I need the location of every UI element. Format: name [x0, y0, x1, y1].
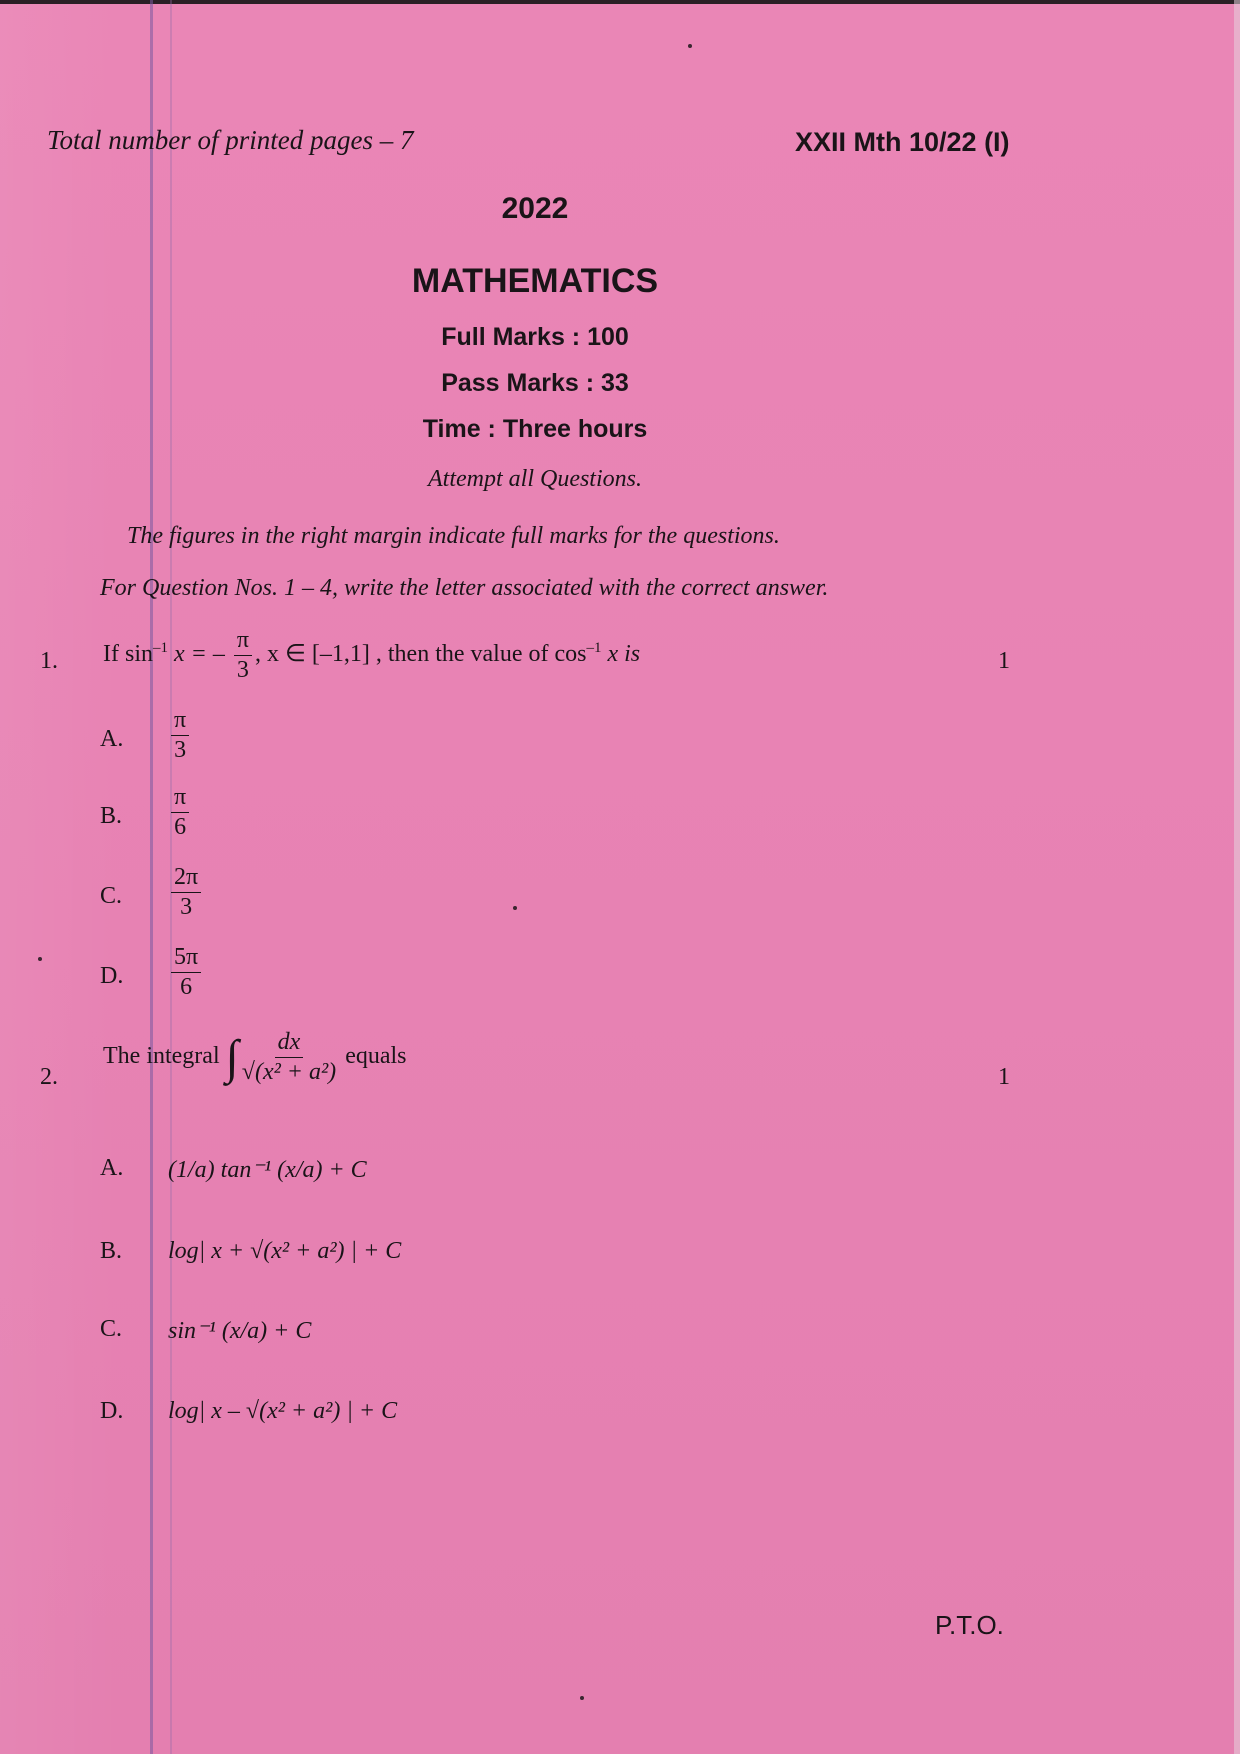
q1-text-mid: x = –: [174, 641, 225, 668]
option-label: A.: [100, 726, 124, 752]
instruction-line-1: The figures in the right margin indicate full marks for the questions.: [127, 523, 780, 549]
option-value: [168, 708, 192, 763]
question-number: 2.: [40, 1064, 58, 1090]
scan-speck: [38, 957, 42, 961]
option-num: 2π: [171, 865, 201, 893]
q2-fraction: [242, 1030, 336, 1085]
option-value: (1/a) tan⁻¹ (x/a) + C: [168, 1157, 367, 1183]
full-marks: Full Marks : 100: [441, 323, 629, 351]
option-value: sin⁻¹ (x/a) + C: [168, 1318, 312, 1344]
q2-text-pre: The integral: [103, 1043, 220, 1070]
option-num: π: [171, 785, 189, 813]
q1-text-pre: If sin: [103, 641, 153, 668]
q1-frac-num: π: [234, 628, 252, 656]
question-marks: 1: [998, 1064, 1010, 1090]
option-label: A.: [100, 1155, 124, 1181]
scan-speck: [580, 1696, 584, 1700]
q2-frac-num: dx: [275, 1030, 304, 1058]
integral-sign: ∫: [225, 1031, 239, 1085]
exam-time: Time : Three hours: [422, 415, 648, 443]
option-value: [168, 785, 192, 840]
exam-year: 2022: [501, 192, 569, 225]
option-label: B.: [100, 1238, 123, 1264]
option-label: D.: [100, 1398, 124, 1424]
option-value: log| x – √(x² + a²) | + C: [168, 1398, 398, 1424]
q2-frac-den: √(x² + a²): [241, 1059, 337, 1086]
page-turn-note: P.T.O.: [935, 1610, 1004, 1640]
option-value: [168, 945, 204, 1000]
q1-frac-den: 3: [236, 657, 249, 684]
q1-fraction: [234, 628, 252, 683]
paper-code: XXII Mth 10/22 (I): [795, 127, 1010, 157]
scan-right-edge: [1234, 0, 1240, 1754]
option-den: 6: [174, 814, 187, 841]
option-num: 5π: [171, 945, 201, 973]
option-label: C.: [100, 1316, 123, 1342]
q1-text-end: x is: [607, 641, 641, 668]
option-value: log| x + √(x² + a²) | + C: [168, 1238, 402, 1264]
option-den: 6: [180, 974, 193, 1001]
question-number: 1.: [40, 648, 58, 674]
total-pages-note: Total number of printed pages – 7: [47, 125, 414, 155]
question-1-text: [103, 628, 640, 683]
option-num: π: [171, 708, 189, 736]
q1-text-post: , x ∈ [–1,1] , then the value of cos: [254, 641, 587, 668]
q1-sup: –1: [153, 640, 168, 657]
option-den: 3: [174, 737, 187, 764]
option-label: D.: [100, 963, 124, 989]
subject-title: MATHEMATICS: [411, 262, 659, 300]
pass-marks: Pass Marks : 33: [441, 369, 629, 397]
option-label: C.: [100, 883, 123, 909]
scan-top-edge: [0, 0, 1240, 4]
instruction-line-2: For Question Nos. 1 – 4, write the letter associated with the correct answer.: [100, 575, 829, 601]
question-2-text: [103, 1030, 407, 1085]
scan-speck: [513, 906, 517, 910]
option-value: [168, 865, 204, 920]
q1-sup-2: –1: [586, 640, 602, 657]
scan-speck: [688, 44, 692, 48]
option-den: 3: [180, 894, 193, 921]
attempt-instruction: Attempt all Questions.: [428, 466, 642, 492]
question-marks: 1: [998, 648, 1010, 674]
q2-text-post: equals: [345, 1043, 407, 1070]
option-label: B.: [100, 803, 123, 829]
